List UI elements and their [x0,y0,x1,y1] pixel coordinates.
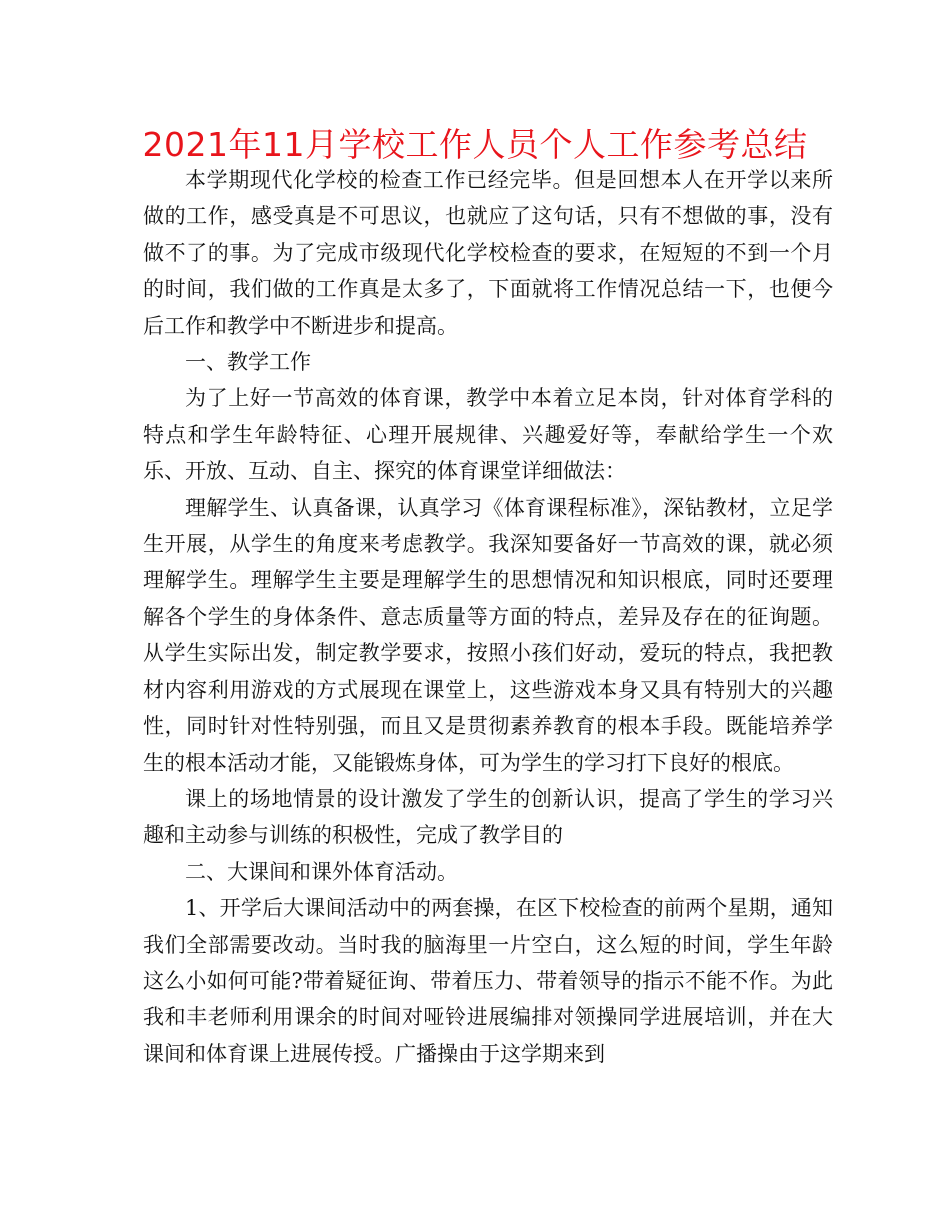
paragraph-exercises: 1、开学后大课间活动中的两套操，在区下校检查的前两个星期，通知我们全部需要改动。当时我的脑海里一片空白，这么短的时间，学生年龄这么小如何可能?带着疑征询、带着压力、带着领导的指示不能不作。为此我和丰老师利用课余的时间对哑铃进展编排对领操同学进展培训，并在大课间和体育课上进展传授。广播操由于这学期来到 [143,896,833,1066]
section-heading-teaching: 一、教学工作 [185,350,311,375]
section-heading-activities: 二、大课间和课外体育活动。 [185,859,458,884]
paragraph-class-design: 课上的场地情景的设计激发了学生的创新认识，提高了学生的学习兴趣和主动参与训练的积极性，完成了教学目的 [143,786,833,848]
document-title: 2021年11月学校工作人员个人工作参考总结 [142,125,808,164]
document-body [143,162,833,1072]
paragraph-understand-students: 理解学生、认真备课，认真学习《体育课程标准》，深钻教材，立足学生开展，从学生的角度来考虑教学。我深知要备好一节高效的课，就必须理解学生。理解学生主要是理解学生的思想情况和知识根底，同时还要理解各个学生的身体条件、意志质量等方面的特点，差异及存在的征询题。从学生实际出发，制定教学要求，按照小孩们好动，爱玩的特点，我把教材内容利用游戏的方式展现在课堂上，这些游戏本身又具有特别大的兴趣性，同时针对性特别强，而且又是贯彻素养教育的根本手段。既能培养学生的根本活动才能，又能锻炼身体，可为学生的学习打下良好的根底。 [143,495,833,775]
paragraph-intro: 本学期现代化学校的检查工作已经完毕。但是回想本人在开学以来所做的工作，感受真是不可思议，也就应了这句话，只有不想做的事，没有做不了的事。为了完成市级现代化学校检查的要求，在短短的不到一个月的时间，我们做的工作真是太多了，下面就将工作情况总结一下，也便今后工作和教学中不断进步和提高。 [143,168,833,338]
paragraph-teaching-goal: 为了上好一节高效的体育课，教学中本着立足本岗，针对体育学科的特点和学生年龄特征、心理开展规律、兴趣爱好等，奉献给学生一个欢乐、开放、互动、自主、探究的体育课堂详细做法： [143,386,833,484]
